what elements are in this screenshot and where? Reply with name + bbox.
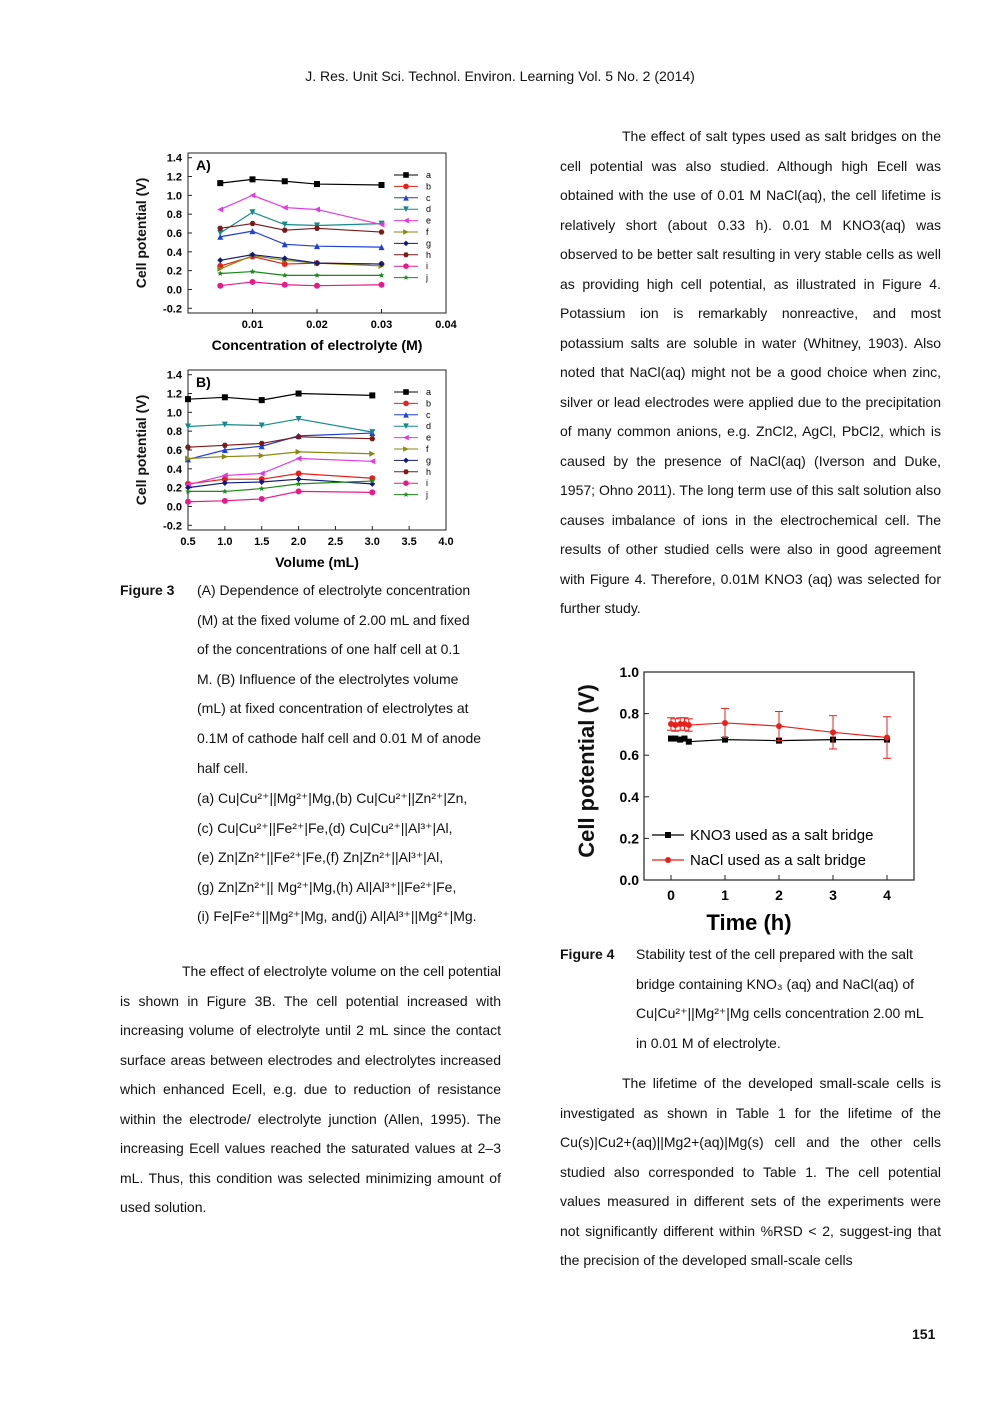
data-point-j xyxy=(282,272,288,277)
y-tick-label: 0.2 xyxy=(166,265,182,278)
figure-3-caption-line: (mL) at fixed concentration of electrolytes at xyxy=(197,700,469,717)
x-tick-label: 0.04 xyxy=(435,319,457,331)
cell-notation: (h) Al|Al³⁺||Fe²⁺|Fe, xyxy=(336,878,457,895)
y-tick-label: 0.2 xyxy=(619,830,639,847)
cell-notation: (a) Cu|Cu²⁺||Mg²⁺|Mg, xyxy=(197,790,336,806)
data-point-i xyxy=(217,283,223,289)
data-point-a xyxy=(296,391,302,397)
data-point-g xyxy=(217,257,223,263)
data-point-a xyxy=(222,394,228,400)
legend-label-d: d xyxy=(426,204,432,215)
legend-label-c: c xyxy=(426,409,431,420)
figure-3b-chart xyxy=(128,362,458,587)
figure-4-caption-line: Cu|Cu²⁺||Mg²⁺|Mg cells concentration 2.00 mL xyxy=(636,1005,924,1022)
x-axis-label: Time (h) xyxy=(706,910,792,935)
panel-label: B) xyxy=(196,374,211,390)
cell-notation: (e) Zn|Zn²⁺||Fe²⁺|Fe, xyxy=(197,849,326,866)
legend-label-b: b xyxy=(426,398,432,409)
legend-label-f: f xyxy=(426,227,429,237)
x-tick-label: 4 xyxy=(883,887,891,903)
data-point-a xyxy=(282,178,288,184)
legend-label-g: g xyxy=(426,238,432,249)
data-point-h xyxy=(250,221,256,226)
legend-label-0: KNO3 used as a salt bridge xyxy=(690,827,874,844)
panel-label: A) xyxy=(196,157,211,173)
series-line-i xyxy=(220,282,381,286)
data-point-j xyxy=(250,269,256,274)
data-point-h xyxy=(314,226,320,231)
series-line-j xyxy=(188,481,372,491)
series-line-d xyxy=(188,419,372,432)
figure-3-caption-text xyxy=(197,576,501,783)
legend-label-a: a xyxy=(426,387,432,397)
data-point-i xyxy=(185,499,191,505)
y-tick-label: 0.8 xyxy=(166,426,182,439)
figure-3-caption-line: 0.1M of cathode half cell and 0.01 M of anode xyxy=(197,729,482,746)
y-tick-label: 1.0 xyxy=(619,664,639,680)
legend-marker-e xyxy=(403,218,409,224)
y-tick-label: 0.6 xyxy=(166,228,182,240)
data-point-i xyxy=(314,283,320,289)
cell-notation: (f) Zn|Zn²⁺||Al³⁺|Al, xyxy=(325,849,444,866)
data-point-i xyxy=(369,489,375,495)
x-tick-label: 2.5 xyxy=(327,536,344,548)
page-number: 151 xyxy=(912,1326,936,1342)
x-tick-label: 1 xyxy=(721,887,729,903)
legend-marker-e xyxy=(403,435,409,441)
legend-marker-g xyxy=(403,241,409,247)
x-axis-label: Concentration of electrolyte (M) xyxy=(211,337,423,353)
legend-label-i: i xyxy=(426,478,428,489)
legend-label-g: g xyxy=(426,455,432,466)
x-tick-label: 0.01 xyxy=(241,319,264,331)
legend-label-1: NaCl used as a salt bridge xyxy=(690,852,866,869)
y-axis-label: Cell potential (V) xyxy=(574,684,599,858)
cell-notation: (g) Zn|Zn²⁺|| Mg²⁺|Mg, xyxy=(197,878,337,895)
x-tick-label: 0.5 xyxy=(180,536,196,548)
y-tick-label: 0.0 xyxy=(166,284,182,297)
data-point-e xyxy=(369,458,375,464)
series-line-c xyxy=(220,231,381,247)
x-tick-label: 1.0 xyxy=(217,536,233,548)
data-point-f xyxy=(296,449,302,455)
x-axis-label: Volume (mL) xyxy=(275,554,359,570)
x-tick-label: 0 xyxy=(667,887,675,903)
legend-label-a: a xyxy=(426,170,432,180)
legend-label-j: j xyxy=(426,272,428,283)
series-line-a xyxy=(188,394,372,401)
data-point-series-0 xyxy=(686,739,692,745)
y-tick-label: -0.2 xyxy=(163,303,182,316)
legend-label-d: d xyxy=(426,421,432,432)
y-tick-label: 0.4 xyxy=(166,463,182,476)
data-point-series-1 xyxy=(830,729,836,735)
legend-marker-b xyxy=(403,401,409,407)
y-tick-label: 0.0 xyxy=(619,872,639,888)
paragraph-lifetime: The lifetime of the developed small-scale cells is investigated as shown in Table 1 for the lifetime of the Cu(s)|Cu2+(aq)||Mg2+(aq)|Mg(s) cell and the other cells studied also corresponded to Table 1. The cell potential values measured in different sets of the experiments were not significantly different within %RSD < 2, suggest-ing that the precision of the developed small-scale cells xyxy=(560,1075,941,1268)
x-tick-label: 1.5 xyxy=(254,536,270,548)
data-point-e xyxy=(250,192,256,198)
y-tick-label: -0.2 xyxy=(163,520,182,533)
running-header: J. Res. Unit Sci. Technol. Environ. Learning Vol. 5 No. 2 (2014) xyxy=(305,68,695,84)
data-point-d xyxy=(217,230,223,236)
y-tick-label: 0.2 xyxy=(166,482,182,495)
data-point-h xyxy=(282,228,288,233)
right-column-text-top xyxy=(560,122,941,624)
data-point-a xyxy=(250,176,256,182)
x-tick-label: 0.03 xyxy=(370,319,393,331)
data-point-a xyxy=(379,182,385,188)
right-column-text-bottom xyxy=(560,1069,941,1276)
data-point-h xyxy=(369,436,375,441)
legend-label-b: b xyxy=(426,181,432,192)
x-tick-label: 2.0 xyxy=(290,536,307,548)
series-line-f xyxy=(220,256,381,269)
figure-3a-chart xyxy=(128,145,458,370)
data-point-e xyxy=(314,206,320,212)
data-point-e xyxy=(282,205,288,211)
data-point-j xyxy=(379,272,385,277)
data-point-a xyxy=(314,181,320,187)
data-point-i xyxy=(222,498,228,504)
x-tick-label: 4.0 xyxy=(438,536,454,548)
legend-label-e: e xyxy=(426,432,432,443)
legend-marker-f xyxy=(403,229,409,235)
figure-4-caption-text xyxy=(636,940,941,1058)
data-point-b xyxy=(296,471,302,477)
y-tick-label: 1.2 xyxy=(166,171,182,184)
x-tick-label: 2 xyxy=(775,887,783,903)
legend-marker-b xyxy=(403,184,409,190)
figure-3-caption-line: M. (B) Influence of the electrolytes volume xyxy=(197,670,459,687)
legend-marker-j xyxy=(403,275,408,280)
series-line-h xyxy=(188,437,372,447)
cell-notation: (c) Cu|Cu²⁺||Fe²⁺|Fe, xyxy=(197,819,329,836)
data-point-series-1 xyxy=(776,723,782,729)
data-point-a xyxy=(217,180,223,186)
y-axis-label: Cell potential (V) xyxy=(133,394,149,506)
legend-marker-i xyxy=(403,480,409,486)
figure-4-caption xyxy=(560,940,945,1065)
series-line-a xyxy=(220,179,381,185)
data-point-e xyxy=(259,471,265,477)
data-point-i xyxy=(250,279,256,285)
legend-marker-i xyxy=(403,263,409,269)
figure-3-caption-line: (A) Dependence of electrolyte concentration xyxy=(197,582,471,598)
cell-notation: (b) Cu|Cu²⁺||Zn²⁺|Zn, xyxy=(335,790,468,806)
data-point-i xyxy=(296,488,302,494)
figure-3-caption-line: (M) at the fixed volume of 2.00 mL and fixed xyxy=(197,611,470,628)
figure-4-caption-line: bridge containing KNO₃ (aq) and NaCl(aq) of xyxy=(636,975,915,992)
x-tick-label: 3 xyxy=(829,887,837,903)
legend-marker-h xyxy=(403,469,409,474)
series-line-i xyxy=(188,491,372,501)
figure-3-label: Figure 3 xyxy=(120,582,175,598)
figure-3-caption xyxy=(120,576,505,936)
legend-label-h: h xyxy=(426,466,432,477)
cell-notation: (d) Cu|Cu²⁺||Al³⁺|Al, xyxy=(328,819,453,836)
cell-notation: (i) Fe|Fe²⁺||Mg²⁺|Mg, and xyxy=(197,908,355,925)
legend-marker-g xyxy=(403,458,409,464)
paragraph-electrolyte-volume: The effect of electrolyte volume on the cell potential is shown in Figure 3B. The cell potential increased with increasing volume of electrolyte until 2 mL since the contact surface areas between electrodes and electrolytes increased which enhanced Ecell, e.g. due to reduction of resistance within the electrode/ electrolyte junction (Allen, 1995). The increasing Ecell values reached the saturated values at 2–3 mL. Thus, this condition was selected minimizing amount of used solution. xyxy=(120,963,501,1215)
data-point-series-1 xyxy=(884,735,890,741)
data-point-a xyxy=(185,396,191,402)
data-point-i xyxy=(379,282,385,288)
y-tick-label: 0.6 xyxy=(619,747,639,764)
data-point-j xyxy=(314,272,320,277)
legend-marker-0 xyxy=(665,832,671,838)
legend-label-f: f xyxy=(426,444,429,454)
data-point-h xyxy=(379,229,385,234)
data-point-e xyxy=(296,455,302,461)
left-column-text xyxy=(120,957,501,1223)
data-point-e xyxy=(217,206,223,212)
legend-marker-j xyxy=(403,492,408,497)
y-axis-label: Cell potential (V) xyxy=(133,177,149,289)
series-line-d xyxy=(220,212,381,233)
legend-label-i: i xyxy=(426,261,428,272)
legend-marker-1 xyxy=(665,857,671,863)
data-point-i xyxy=(282,282,288,288)
figure-4-caption-line: Stability test of the cell prepared with the salt xyxy=(636,946,914,962)
data-point-f xyxy=(222,454,228,460)
data-point-series-1 xyxy=(722,720,728,726)
y-tick-label: 1.0 xyxy=(166,407,182,420)
data-point-h xyxy=(185,445,191,450)
legend-label-c: c xyxy=(426,192,431,203)
figure-3-caption-line: of the concentrations of one half cell at 0.1 xyxy=(197,641,461,658)
series-line-e xyxy=(220,195,381,224)
paragraph-salt-types: The effect of salt types used as salt bridges on the cell potential was also studied. Although high Ecell was obtained with the use of 0.01 M NaCl(aq), the cell lifetime is relatively short (about 0.33 h). 0.01 M KNO3(aq) was observed to be better salt resulting in very stable cells as well as providing high cell potential, as illustrated in Figure 4. Potassium ion is remarkably nonreactive, and most potassium salts are soluble in water (Whitney, 1903). Also noted that NaCl(aq) might not be a good choice when zinc, silver or lead electrodes were applied due to the precipitation of many common anions, e.g. ZnCl2, AgCl, PbCl2, which is caused by the presence of NaCl(aq) (Iverson and Duke, 1957; Ohno 2011). The long term use of this salt solution also causes imbalance of ions in the electrochemical cell. The results of other studied cells were also in good agreement with Figure 4. Therefore, 0.01M KNO3 (aq) was selected for further study. xyxy=(560,128,941,616)
cell-notation: (j) Al|Al³⁺||Mg²⁺|Mg. xyxy=(354,908,477,925)
data-point-series-1 xyxy=(686,722,692,728)
data-point-a xyxy=(369,392,375,398)
figure-4-label: Figure 4 xyxy=(560,946,615,962)
y-tick-label: 0.0 xyxy=(166,501,182,514)
legend-marker-a xyxy=(403,172,409,178)
data-point-f xyxy=(259,453,265,459)
legend-label-e: e xyxy=(426,215,432,226)
y-tick-label: 0.8 xyxy=(166,209,182,222)
data-point-j xyxy=(259,486,265,491)
series-line-j xyxy=(220,272,381,276)
data-point-a xyxy=(259,397,265,403)
x-tick-label: 3.0 xyxy=(364,536,380,548)
legend-label-j: j xyxy=(426,489,428,500)
data-point-j xyxy=(217,270,223,275)
legend-marker-f xyxy=(403,446,409,452)
y-tick-label: 0.4 xyxy=(619,788,639,805)
data-point-d xyxy=(250,209,256,215)
figure-4-chart xyxy=(560,660,940,940)
y-tick-label: 1.4 xyxy=(166,152,182,165)
data-point-j xyxy=(296,481,302,486)
y-tick-label: 1.0 xyxy=(166,190,182,203)
data-point-i xyxy=(259,496,265,502)
data-point-j xyxy=(222,488,228,493)
y-tick-label: 0.8 xyxy=(619,705,639,722)
x-tick-label: 3.5 xyxy=(401,536,417,548)
data-point-h xyxy=(222,443,228,448)
figure-3-caption-line: half cell. xyxy=(197,759,249,776)
y-tick-label: 0.6 xyxy=(166,445,182,457)
legend-marker-h xyxy=(403,252,409,257)
data-point-f xyxy=(369,451,375,457)
figure-3-cell-list xyxy=(197,784,507,932)
figure-4-caption-line: in 0.01 M of electrolyte. xyxy=(636,1034,781,1051)
y-tick-label: 0.4 xyxy=(166,246,182,259)
plot-frame xyxy=(644,672,914,880)
legend-label-h: h xyxy=(426,249,432,260)
y-tick-label: 1.2 xyxy=(166,388,182,401)
y-tick-label: 1.4 xyxy=(166,369,182,382)
legend-marker-a xyxy=(403,389,409,395)
x-tick-label: 0.02 xyxy=(306,319,328,331)
